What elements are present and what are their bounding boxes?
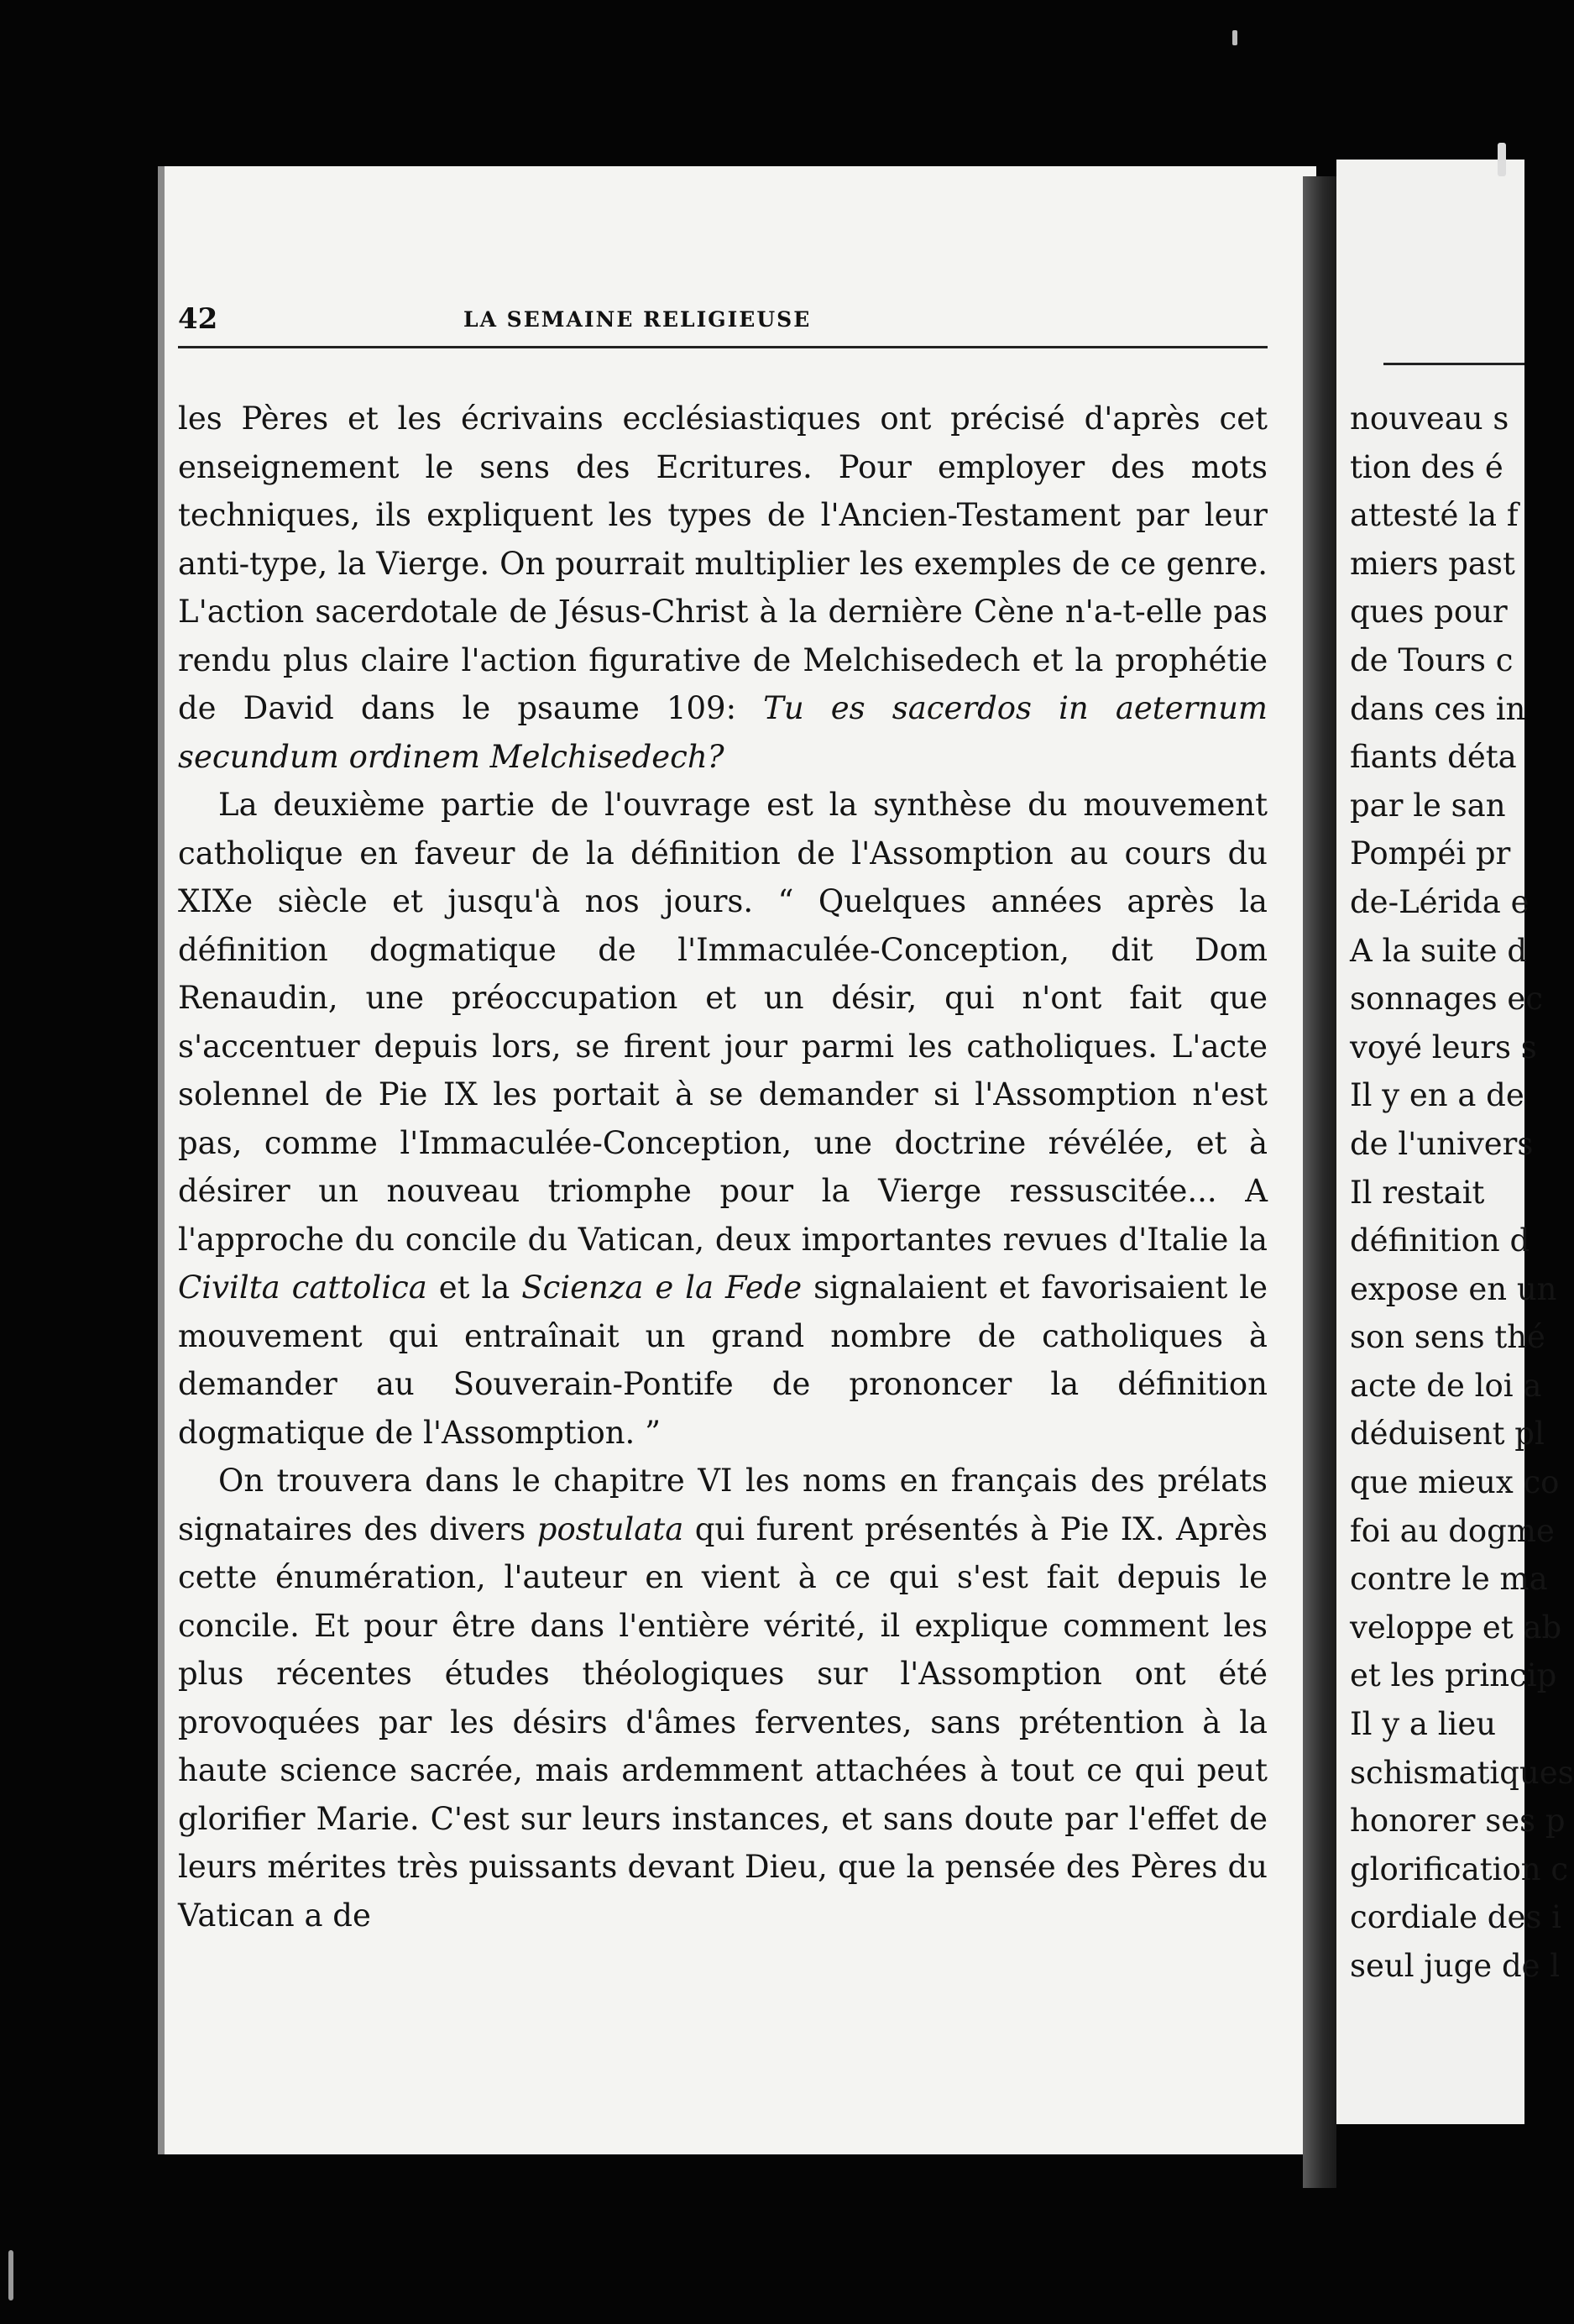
facing-page-line: miers past [1350,545,1515,582]
paragraph-3 [178,1457,1268,1939]
facing-page-line: Pompéi pr [1350,835,1511,872]
facing-page-line: Il restait [1350,1174,1485,1211]
facing-page-line: expose en un [1350,1270,1557,1307]
facing-page-line: acte de loi a [1350,1367,1542,1404]
facing-page-line: que mieux co [1350,1464,1560,1501]
facing-page-line: dans ces in [1350,690,1526,727]
facing-page-line: seul juge de l [1350,1948,1561,1984]
facing-page-line: déduisent pl [1350,1416,1545,1452]
facing-page-line: contre le ma [1350,1561,1548,1598]
facing-page-line: attesté la f [1350,497,1519,534]
paragraph-2-text-a: La deuxième partie de l'ouvrage est la synthèse du mouvement catholique en faveur de la définition de l'Assomption au cours du XIXe siècle et jusqu'à nos jours. “ Quelques années après la définition dogmatique de l'Immaculée-Conception, dit Dom Renaudin, une préoccupation et un désir, qui n'ont fait que s'accentuer depuis lors, se firent jour parmi les catholiques. L'acte solennel de Pie IX les portait à se demander si l'Assomption n'est pas, comme l'Immaculée-Conception, une doctrine révélée, et à désirer un nouveau triomphe pour la Vierge ressuscitée... A l'approche du concile du Vatican, deux importantes revues d'Italie la [178,787,1268,1258]
paragraph-3-italic-postulata: postulata [536,1510,684,1547]
facing-page-header-rule [1383,363,1524,365]
page-number: 42 [178,302,218,336]
paragraph-2-text-b: et la [426,1269,522,1306]
facing-page-text [1350,395,1574,1991]
body-text [178,395,1268,1939]
paragraph-1 [178,395,1268,781]
facing-page-line: veloppe et ab [1350,1609,1562,1646]
facing-page-line: tion des é [1350,448,1503,485]
paragraph-2 [178,781,1268,1457]
paragraph-2-italic-scienza: Scienza e la Fede [521,1269,803,1306]
facing-page-line: Il y a lieu [1350,1706,1497,1743]
facing-page-line: fiants déta [1350,739,1517,776]
paragraph-1-text: les Pères et les écrivains ecclésiastiques ont précisé d'après cet enseignement le sens des Ecritures. Pour employer des mots techniques, ils expliquent les types de l'Ancien-Testament par leur anti-type, la Vierge. On pourrait multiplier les exemples de ce genre. L'action sacerdotale de Jésus-Christ à la dernière Cène n'a-t-elle pas rendu plus claire l'action figurative de Melchisedech et la prophétie de David dans le psaume 109: [178,400,1268,726]
facing-page-line: et les princip [1350,1657,1557,1694]
facing-page-line: foi au dogme [1350,1512,1555,1549]
facing-page-line: par le san [1350,787,1506,824]
facing-page-line: Il y en a de [1350,1077,1524,1114]
book-spine-shadow [1303,176,1336,2188]
facing-page-line: honorer ses p [1350,1803,1566,1840]
facing-page-line: cordiale des i [1350,1899,1561,1936]
running-header [178,299,1268,348]
paragraph-3-text-b: qui furent présentés à Pie IX. Après cette énumération, l'auteur en vient à ce qui s'est fait depuis le concile. Et pour être dans l'entière vérité, il explique comment les plus récentes études théologiques sur l'Assomption ont été provoquées par les désirs d'âmes ferventes, sans prétention à la haute science sacrée, mais ardemment attachées à tout ce qui peut glorifier Marie. C'est sur leurs instances, et sans doute par l'effet de leurs mérites très puissants devant Dieu, que la pensée des Pères du Vatican a de [178,1510,1268,1934]
facing-page-line: schismatiques [1350,1754,1574,1791]
facing-page-line: nouveau s [1350,400,1509,437]
facing-page-line: son sens thé [1350,1319,1545,1356]
scan-speck [8,2250,13,2300]
running-title: LA SEMAINE RELIGIEUSE [463,307,812,332]
paragraph-2-italic-civilta: Civilta cattolica [178,1269,427,1306]
facing-page-line: voyé leurs s [1350,1029,1537,1065]
facing-page-line: de Tours c [1350,641,1514,678]
facing-page-line: glorification c [1350,1850,1569,1887]
facing-page-line: définition d [1350,1222,1530,1259]
facing-page-line: A la suite d [1350,932,1527,969]
facing-page-line: ques pour [1350,594,1508,631]
facing-page-line: de-Lérida e [1350,883,1530,920]
paragraph-1-italic-quote: Tu es sacerdos in aeternum secundum ordinem Melchisedech? [178,690,1268,775]
scan-speck [1232,30,1237,45]
paragraph-2-text-c: signalaient et favorisaient le mouvement qui entraînait un grand nombre de catholiques à demander au Souverain-Pontife de prononcer la définition dogmatique de l'Assomption. ” [178,1269,1268,1451]
paragraph-3-text-a: On trouvera dans le chapitre VI les noms en français des prélats signataires des divers [178,1463,1268,1547]
facing-page-line: sonnages ec [1350,981,1543,1018]
scan-speck [1498,143,1506,176]
facing-page-line: de l'univers [1350,1125,1534,1162]
